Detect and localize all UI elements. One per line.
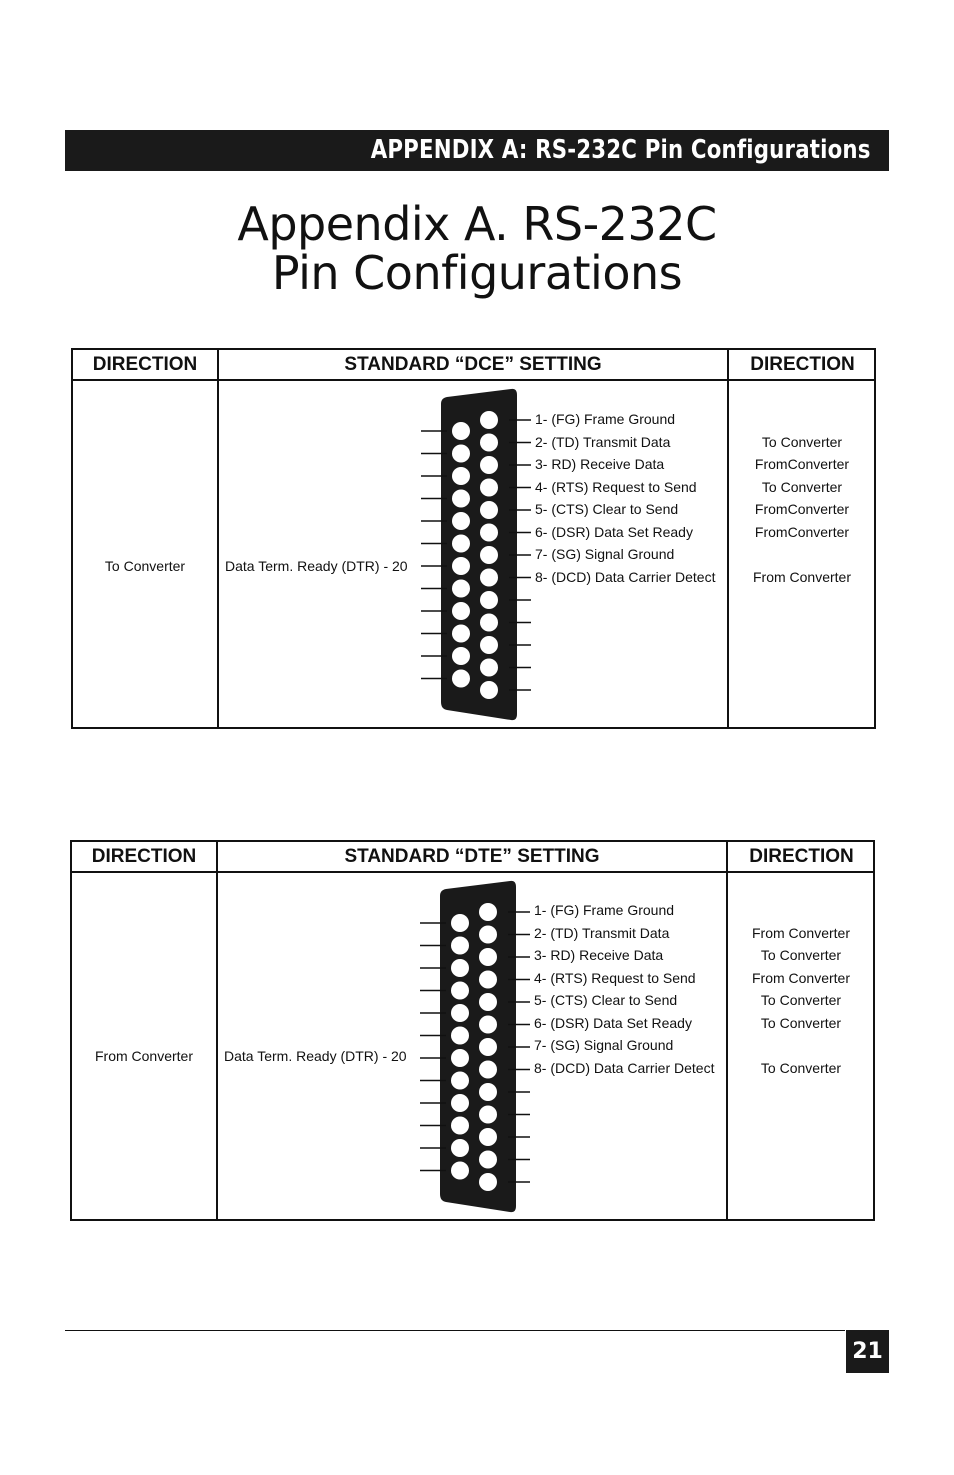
connector-pin — [452, 647, 470, 665]
connector-pin — [479, 926, 497, 944]
connector-pin — [452, 422, 470, 440]
connector-pin — [452, 490, 470, 508]
dte-right-direction-3: To Converter — [760, 947, 842, 963]
connector-pin — [479, 948, 497, 966]
dce-pin-5: 5- (CTS) Clear to Send — [535, 501, 679, 517]
dte-right-direction-4: From Converter — [751, 969, 851, 986]
dce-left-direction: To Converter — [104, 558, 186, 574]
connector-pin — [480, 659, 498, 677]
page-number: 21 — [846, 1330, 889, 1373]
dte-right-direction-6: To Converter — [760, 1014, 842, 1031]
connector-pin — [479, 993, 497, 1011]
header-title: APPENDIX A: RS-232C Pin Configurations — [371, 135, 871, 165]
dce-pin-8: 8- (DCD) Data Carrier Detect — [535, 568, 716, 585]
dte-right-direction-1 — [728, 899, 874, 922]
connector-pin — [451, 982, 469, 1000]
footer-rule — [65, 1330, 845, 1331]
connector-pin — [479, 1151, 497, 1169]
dte-right-directions — [728, 899, 874, 1079]
connector-pin — [451, 937, 469, 955]
connector-pin — [480, 614, 498, 632]
dte-pin-5: 5- (CTS) Clear to Send — [534, 992, 678, 1008]
connector-pin — [480, 456, 498, 474]
dce-right-directions — [729, 408, 875, 588]
connector-pin — [480, 569, 498, 587]
connector-pin — [452, 467, 470, 485]
dce-dtr-label: Data Term. Ready (DTR) - 20 — [225, 558, 408, 574]
connector-pin — [480, 591, 498, 609]
page-title-line-2: Pin Configurations — [271, 246, 683, 300]
dte-header-direction-left: DIRECTION — [91, 846, 197, 867]
dce-pin-1: 1- (FG) Frame Ground — [535, 411, 676, 427]
dce-right-direction-1 — [729, 408, 875, 431]
connector-pin — [451, 1004, 469, 1022]
connector-pin — [452, 445, 470, 463]
dce-right-direction-2: To Converter — [761, 433, 843, 450]
db25-connector-icon — [418, 880, 532, 1214]
dce-pin-3: 3- RD) Receive Data — [535, 456, 665, 472]
dce-right-direction-3: FromConverter — [754, 456, 850, 472]
dce-pin-2: 2- (TD) Transmit Data — [535, 433, 671, 450]
dte-pin-1: 1- (FG) Frame Ground — [534, 902, 675, 918]
dte-pin-table — [70, 840, 875, 1221]
connector-pin — [452, 557, 470, 575]
connector-pin — [451, 959, 469, 977]
dte-right-direction-7 — [728, 1034, 874, 1057]
connector-pin — [452, 602, 470, 620]
dte-right-direction-5: To Converter — [760, 992, 842, 1008]
connector-pin — [479, 1061, 497, 1079]
connector-pin — [480, 546, 498, 564]
dce-header-setting: STANDARD “DCE” SETTING — [344, 354, 602, 375]
connector-pin — [451, 1027, 469, 1045]
connector-pin — [480, 434, 498, 452]
dte-header-direction-right: DIRECTION — [749, 846, 854, 867]
dte-dtr-label: Data Term. Ready (DTR) - 20 — [224, 1048, 407, 1064]
connector-pin — [479, 1038, 497, 1056]
dte-pin-8: 8- (DCD) Data Carrier Detect — [534, 1059, 715, 1076]
connector-pin — [451, 914, 469, 932]
connector-pin — [452, 670, 470, 688]
dce-header-direction-right: DIRECTION — [750, 354, 855, 375]
dce-right-direction-6: FromConverter — [754, 523, 850, 540]
connector-pin — [451, 1094, 469, 1112]
dte-pin-4: 4- (RTS) Request to Send — [534, 969, 696, 986]
connector-pin — [480, 636, 498, 654]
connector-pin — [480, 411, 498, 429]
dce-right-direction-8: From Converter — [752, 568, 852, 585]
connector-pin — [480, 524, 498, 542]
dce-header-direction-left: DIRECTION — [92, 354, 198, 375]
dte-pin-2: 2- (TD) Transmit Data — [534, 924, 670, 941]
dte-right-direction-8: To Converter — [760, 1059, 842, 1076]
connector-pin — [480, 479, 498, 497]
connector-pin — [451, 1162, 469, 1180]
connector-pin — [480, 681, 498, 699]
dce-pin-table — [71, 348, 876, 729]
dte-pin-3: 3- RD) Receive Data — [534, 947, 664, 963]
db25-connector-icon — [419, 388, 533, 722]
connector-pin — [480, 501, 498, 519]
dte-pin-list — [534, 899, 714, 1079]
connector-pin — [479, 1128, 497, 1146]
connector-pin — [452, 535, 470, 553]
connector-pin — [451, 1049, 469, 1067]
dte-left-direction: From Converter — [94, 1048, 194, 1064]
connector-pin — [479, 971, 497, 989]
connector-pin — [479, 1106, 497, 1124]
header-bar — [65, 130, 889, 171]
connector-pin — [479, 1083, 497, 1101]
connector-pin — [451, 1139, 469, 1157]
connector-pin — [479, 1173, 497, 1191]
dce-pin-7: 7- (SG) Signal Ground — [535, 546, 675, 562]
page-title-line-1: Appendix A. RS-232C — [237, 197, 717, 251]
dte-pin-7: 7- (SG) Signal Ground — [534, 1037, 674, 1053]
connector-pin — [479, 1016, 497, 1034]
dce-right-direction-5: FromConverter — [754, 501, 850, 517]
dce-pin-list — [535, 408, 715, 588]
dce-right-direction-4: To Converter — [761, 478, 843, 495]
page-title — [0, 197, 954, 300]
connector-pin — [451, 1117, 469, 1135]
dce-pin-6: 6- (DSR) Data Set Ready — [535, 523, 693, 540]
dte-pin-6: 6- (DSR) Data Set Ready — [534, 1014, 692, 1031]
dce-right-direction-7 — [729, 543, 875, 566]
connector-pin — [452, 512, 470, 530]
connector-pin — [479, 903, 497, 921]
dte-header-setting: STANDARD “DTE” SETTING — [344, 846, 600, 867]
dte-right-direction-2: From Converter — [751, 924, 851, 941]
dce-pin-4: 4- (RTS) Request to Send — [535, 478, 697, 495]
connector-pin — [452, 580, 470, 598]
connector-pin — [451, 1072, 469, 1090]
connector-pin — [452, 625, 470, 643]
